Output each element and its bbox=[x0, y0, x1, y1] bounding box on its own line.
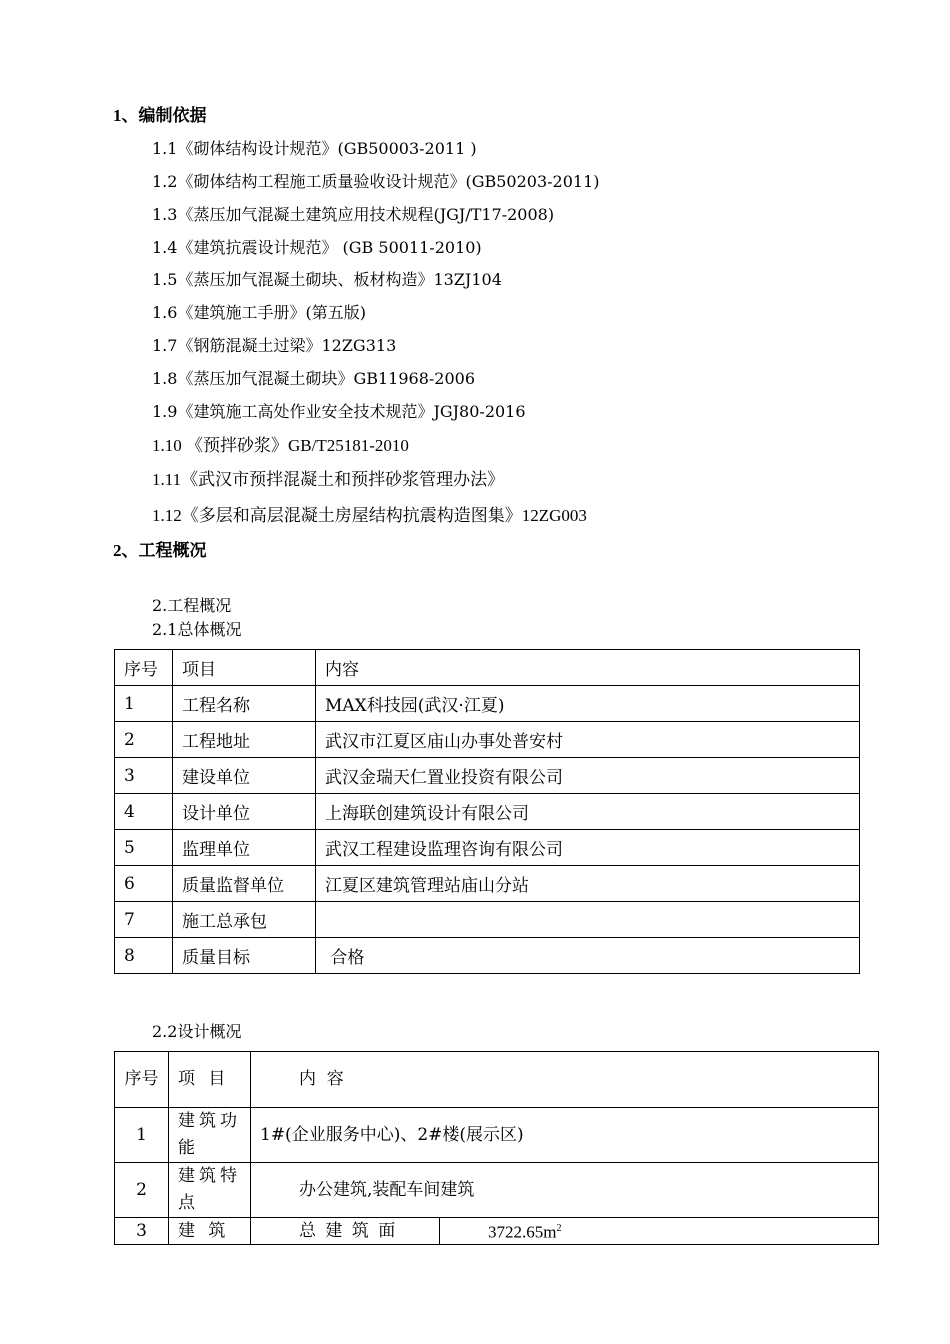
row-number: 7 bbox=[115, 902, 173, 938]
reference-item: 1.12《多层和高层混凝土房屋结构抗震构造图集》12ZG003 bbox=[152, 506, 587, 525]
row-number: 2 bbox=[115, 1163, 169, 1218]
header-cell: 内容 bbox=[316, 650, 860, 686]
reference-item: 1.6《建筑施工手册》(第五版) bbox=[152, 303, 366, 322]
row-item: 质量监督单位 bbox=[173, 866, 316, 902]
row-item: 工程地址 bbox=[173, 722, 316, 758]
header-cell: 项 目 bbox=[169, 1052, 251, 1108]
row-number: 1 bbox=[115, 1108, 169, 1163]
reference-item: 1.1《砌体结构设计规范》(GB50003-2011 ) bbox=[152, 139, 477, 158]
row-number: 1 bbox=[115, 686, 173, 722]
row-content: 武汉金瑞天仁置业投资有限公司 bbox=[316, 758, 860, 794]
row-content: 武汉工程建设监理咨询有限公司 bbox=[316, 830, 860, 866]
row-content: 武汉市江夏区庙山办事处普安村 bbox=[316, 722, 860, 758]
row-content: MAX科技园(武汉·江夏) bbox=[316, 686, 860, 722]
table-row bbox=[115, 902, 860, 938]
reference-item: 1.7《钢筋混凝土过梁》12ZG313 bbox=[152, 336, 397, 355]
table-row bbox=[115, 938, 860, 974]
table-row bbox=[115, 794, 860, 830]
table-row bbox=[115, 758, 860, 794]
table-row bbox=[115, 1108, 879, 1163]
row-number: 3 bbox=[115, 1218, 169, 1245]
reference-item: 1.5《蒸压加气混凝土砌块、板材构造》13ZJ104 bbox=[152, 270, 502, 289]
reference-item: 1.9《建筑施工高处作业安全技术规范》JGJ80-2016 bbox=[152, 402, 526, 421]
row-content: 合格 bbox=[316, 938, 860, 974]
row-item: 建 筑 bbox=[169, 1218, 251, 1245]
overview-title: 2.1总体概况 bbox=[152, 620, 242, 639]
reference-item: 1.3《蒸压加气混凝土建筑应用技术规程(JGJ/T17-2008) bbox=[152, 205, 555, 224]
area-unit-superscript: 2 bbox=[556, 1223, 562, 1234]
row-item: 施工总承包 bbox=[173, 902, 316, 938]
row-item: 建设单位 bbox=[173, 758, 316, 794]
table-row bbox=[115, 686, 860, 722]
row-item: 建筑功能 bbox=[169, 1108, 251, 1163]
design-title: 2.2设计概况 bbox=[152, 1022, 242, 1041]
row-value bbox=[440, 1218, 879, 1245]
reference-item: 1.11《武汉市预拌混凝土和预拌砂浆管理办法》 bbox=[152, 470, 505, 489]
row-item: 监理单位 bbox=[173, 830, 316, 866]
table-row bbox=[115, 866, 860, 902]
reference-item: 1.4《建筑抗震设计规范》 (GB 50011-2010) bbox=[152, 238, 482, 257]
row-number: 8 bbox=[115, 938, 173, 974]
row-number: 2 bbox=[115, 722, 173, 758]
row-content: 1#(企业服务中心)、2#楼(展示区) bbox=[251, 1108, 879, 1163]
header-cell: 项目 bbox=[173, 650, 316, 686]
row-sub-label: 总 建 筑 面 bbox=[251, 1218, 440, 1245]
subsection-title: 2.工程概况 bbox=[152, 596, 232, 615]
row-item: 建筑特点 bbox=[169, 1163, 251, 1218]
area-value: 3722.65m bbox=[488, 1222, 557, 1242]
table-header-row bbox=[115, 650, 860, 686]
section1-title: 1、编制依据 bbox=[113, 106, 207, 125]
row-item: 工程名称 bbox=[173, 686, 316, 722]
row-number: 4 bbox=[115, 794, 173, 830]
row-content: 办公建筑,装配车间建筑 bbox=[251, 1163, 879, 1218]
row-content: 江夏区建筑管理站庙山分站 bbox=[316, 866, 860, 902]
overview-table bbox=[114, 649, 860, 974]
table-header-row bbox=[115, 1052, 879, 1108]
row-content: 上海联创建筑设计有限公司 bbox=[316, 794, 860, 830]
reference-item: 1.8《蒸压加气混凝土砌块》GB11968-2006 bbox=[152, 369, 476, 388]
row-content bbox=[316, 902, 860, 938]
header-cell: 序号 bbox=[115, 1052, 169, 1108]
row-item: 设计单位 bbox=[173, 794, 316, 830]
header-cell: 序号 bbox=[115, 650, 173, 686]
design-table bbox=[114, 1051, 879, 1245]
reference-item: 1.2《砌体结构工程施工质量验收设计规范》(GB50203-2011) bbox=[152, 172, 600, 191]
row-number: 3 bbox=[115, 758, 173, 794]
row-number: 6 bbox=[115, 866, 173, 902]
row-item: 质量目标 bbox=[173, 938, 316, 974]
table-row bbox=[115, 1163, 879, 1218]
table-row bbox=[115, 1218, 879, 1245]
table-row bbox=[115, 830, 860, 866]
table-row bbox=[115, 722, 860, 758]
header-cell: 内 容 bbox=[251, 1052, 879, 1108]
row-number: 5 bbox=[115, 830, 173, 866]
reference-item: 1.10 《预拌砂浆》GB/T25181-2010 bbox=[152, 436, 409, 455]
section2-title: 2、工程概况 bbox=[113, 541, 207, 560]
